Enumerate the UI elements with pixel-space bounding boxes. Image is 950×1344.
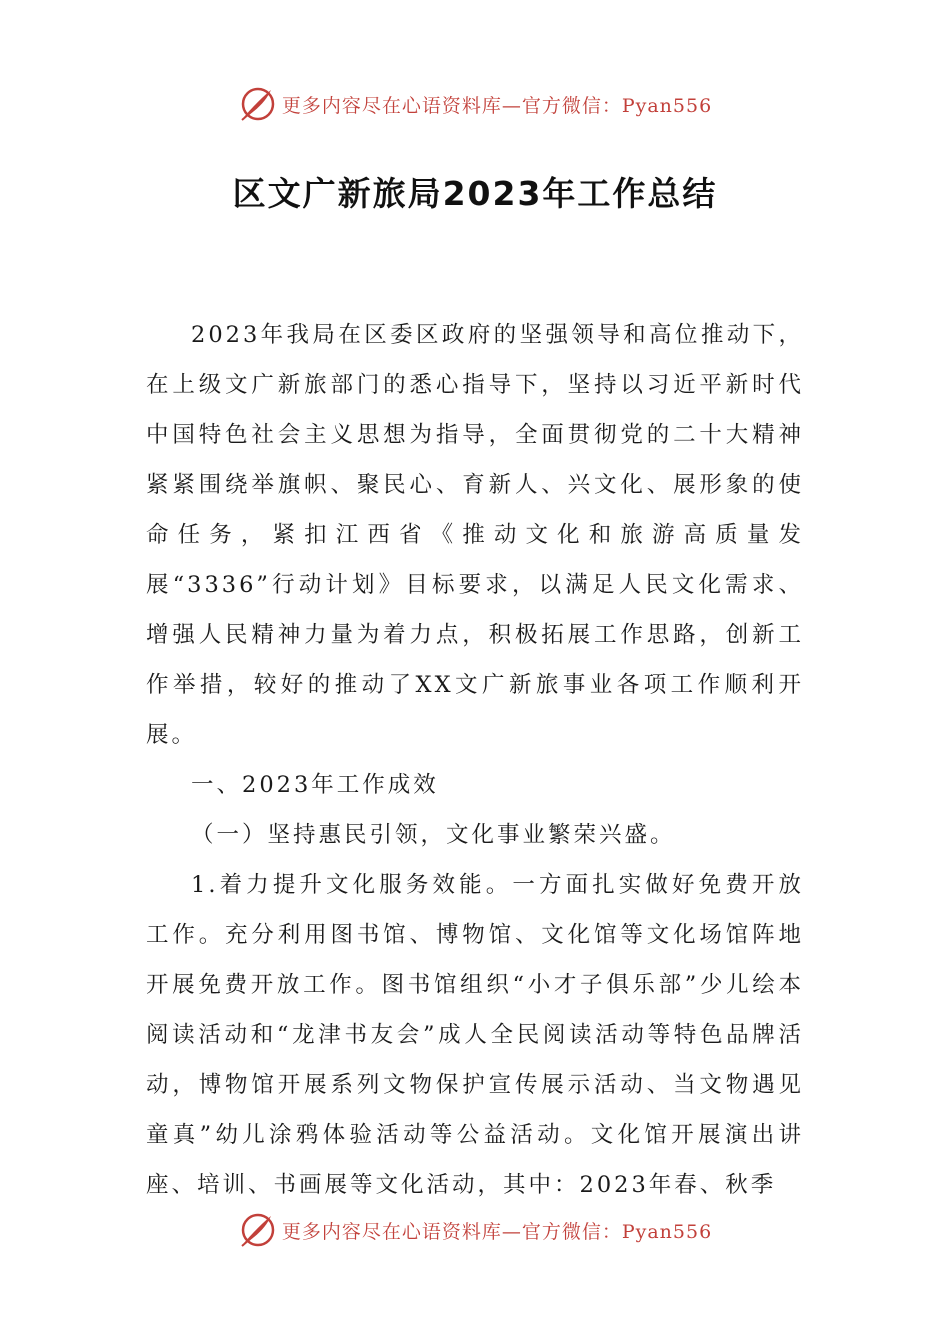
- document-body: [146, 310, 804, 1210]
- subsection-heading: （一）坚持惠民引领，文化事业繁荣兴盛。: [191, 822, 676, 848]
- quill-pen-logo-icon: [238, 1210, 278, 1250]
- footer-watermark: [0, 1208, 950, 1252]
- document-title: 区文广新旅局2023年工作总结: [232, 174, 718, 213]
- section-heading: 一、2023年工作成效: [191, 772, 439, 798]
- quill-pen-logo-icon: [238, 84, 278, 124]
- intro-paragraph: 2023年我局在区委区政府的坚强领导和高位推动下，在上级文广新旅部门的悉心指导下，坚持以习近平新时代中国特色社会主义思想为指导，全面贯彻党的二十大精神紧紧围绕举旗帜、聚民心、育新人、兴文化、展形象的使命任务，紧扣江西省《推动文化和旅游高质量发展“3336”行动计划》目标要求，以满足人民文化需求、增强人民精神力量为着力点，积极拓展工作思路，创新工作举措，较好的推动了XX文广新旅事业各项工作顺利开展。: [146, 322, 804, 748]
- watermark-text: 更多内容尽在心语资料库—官方微信：Pyan556: [281, 1220, 713, 1243]
- watermark-text: 更多内容尽在心语资料库—官方微信：Pyan556: [281, 94, 713, 117]
- header-watermark: [0, 82, 950, 126]
- item-paragraph: 1.着力提升文化服务效能。一方面扎实做好免费开放工作。充分利用图书馆、博物馆、文化馆等文化场馆阵地开展免费开放工作。图书馆组织“小才子俱乐部”少儿绘本阅读活动和“龙津书友会”成人全民阅读活动等特色品牌活动，博物馆开展系列文物保护宣传展示活动、当文物遇见童真”幼儿涂鸦体验活动等公益活动。文化馆开展演出讲座、培训、书画展等文化活动，其中：2023年春、秋季: [146, 872, 804, 1198]
